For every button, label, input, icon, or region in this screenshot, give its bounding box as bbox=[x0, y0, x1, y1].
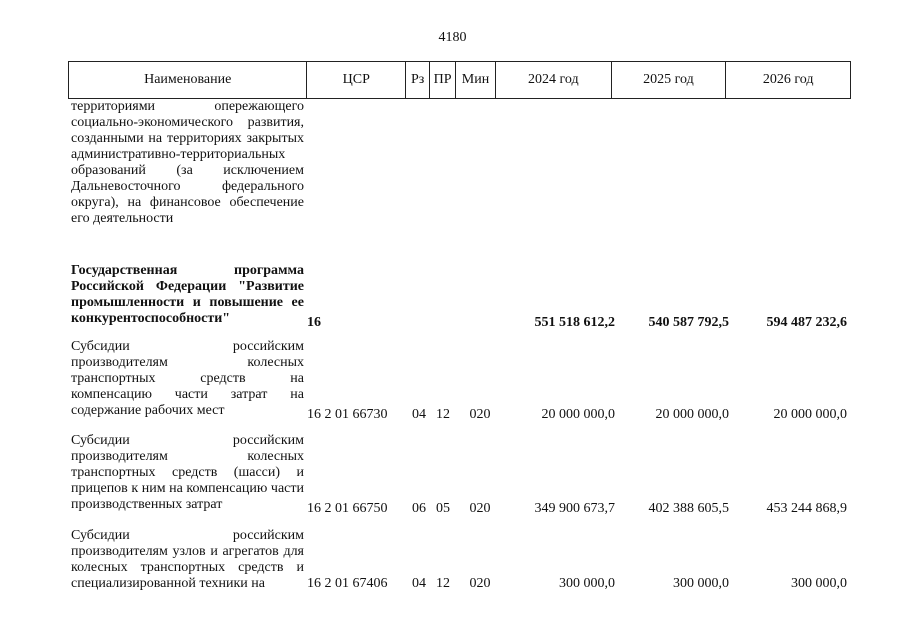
table-row bbox=[0, 339, 905, 423]
header-pr: ПР bbox=[430, 62, 456, 98]
row-2026: 594 487 232,6 bbox=[766, 315, 847, 330]
row-2025: 540 587 792,5 bbox=[648, 315, 729, 330]
table-row bbox=[0, 99, 905, 253]
row-min: 020 bbox=[469, 407, 491, 422]
row-2025: 300 000,0 bbox=[673, 576, 729, 591]
row-2024: 551 518 612,2 bbox=[534, 315, 615, 330]
header-csr: ЦСР bbox=[307, 62, 406, 98]
row-name: Субсидии российским производителям колесных транспортных средств на компенсацию части затрат на содержание рабочих мест bbox=[71, 339, 304, 418]
header-2024: 2024 год bbox=[496, 62, 612, 98]
row-name: Государственная программа Российской Федерации "Развитие промышленности и повышение ее конкурентоспособности" bbox=[71, 263, 304, 326]
table-row bbox=[0, 263, 905, 331]
header-2025: 2025 год bbox=[612, 62, 727, 98]
row-2024: 20 000 000,0 bbox=[541, 407, 615, 422]
table-row bbox=[0, 528, 905, 592]
row-2026: 453 244 868,9 bbox=[766, 501, 847, 516]
table-header bbox=[68, 61, 851, 99]
row-rz: 06 bbox=[412, 501, 426, 516]
row-min: 020 bbox=[469, 501, 491, 516]
row-name: Субсидии российским производителям узлов и агрегатов для колесных транспортных средств и специализированной техники на bbox=[71, 528, 304, 591]
row-pr: 12 bbox=[436, 576, 450, 591]
row-2026: 300 000,0 bbox=[791, 576, 847, 591]
row-csr: 16 2 01 66750 bbox=[307, 501, 388, 516]
page-number: 4180 bbox=[438, 30, 467, 45]
header-2026: 2026 год bbox=[762, 72, 814, 87]
header-min: Мин bbox=[456, 62, 496, 98]
row-2025: 20 000 000,0 bbox=[655, 407, 729, 422]
row-name: территориями опережающего социально-экономического развития, созданными на территориях закрытых административно-территориальных образований (за исключением Дальневосточного федерального округа), на финансовое обеспечение его деятельности bbox=[71, 99, 304, 226]
row-2024: 300 000,0 bbox=[559, 576, 615, 591]
row-rz: 04 bbox=[412, 407, 426, 422]
header-name: Наименование bbox=[69, 62, 307, 98]
row-min: 020 bbox=[469, 576, 491, 591]
row-2026: 20 000 000,0 bbox=[773, 407, 847, 422]
table-row bbox=[0, 433, 905, 517]
row-2024: 349 900 673,7 bbox=[534, 501, 615, 516]
row-pr: 12 bbox=[436, 407, 450, 422]
row-rz: 04 bbox=[412, 576, 426, 591]
row-2025: 402 388 605,5 bbox=[648, 501, 729, 516]
row-csr: 16 2 01 67406 bbox=[307, 576, 388, 591]
row-name: Субсидии российским производителям колесных транспортных средств (шасси) и прицепов к ним на компенсацию части производственных затрат bbox=[71, 433, 304, 512]
row-pr: 05 bbox=[436, 501, 450, 516]
row-csr: 16 2 01 66730 bbox=[307, 407, 388, 422]
row-csr: 16 bbox=[307, 315, 321, 330]
header-rz: Рз bbox=[406, 62, 430, 98]
